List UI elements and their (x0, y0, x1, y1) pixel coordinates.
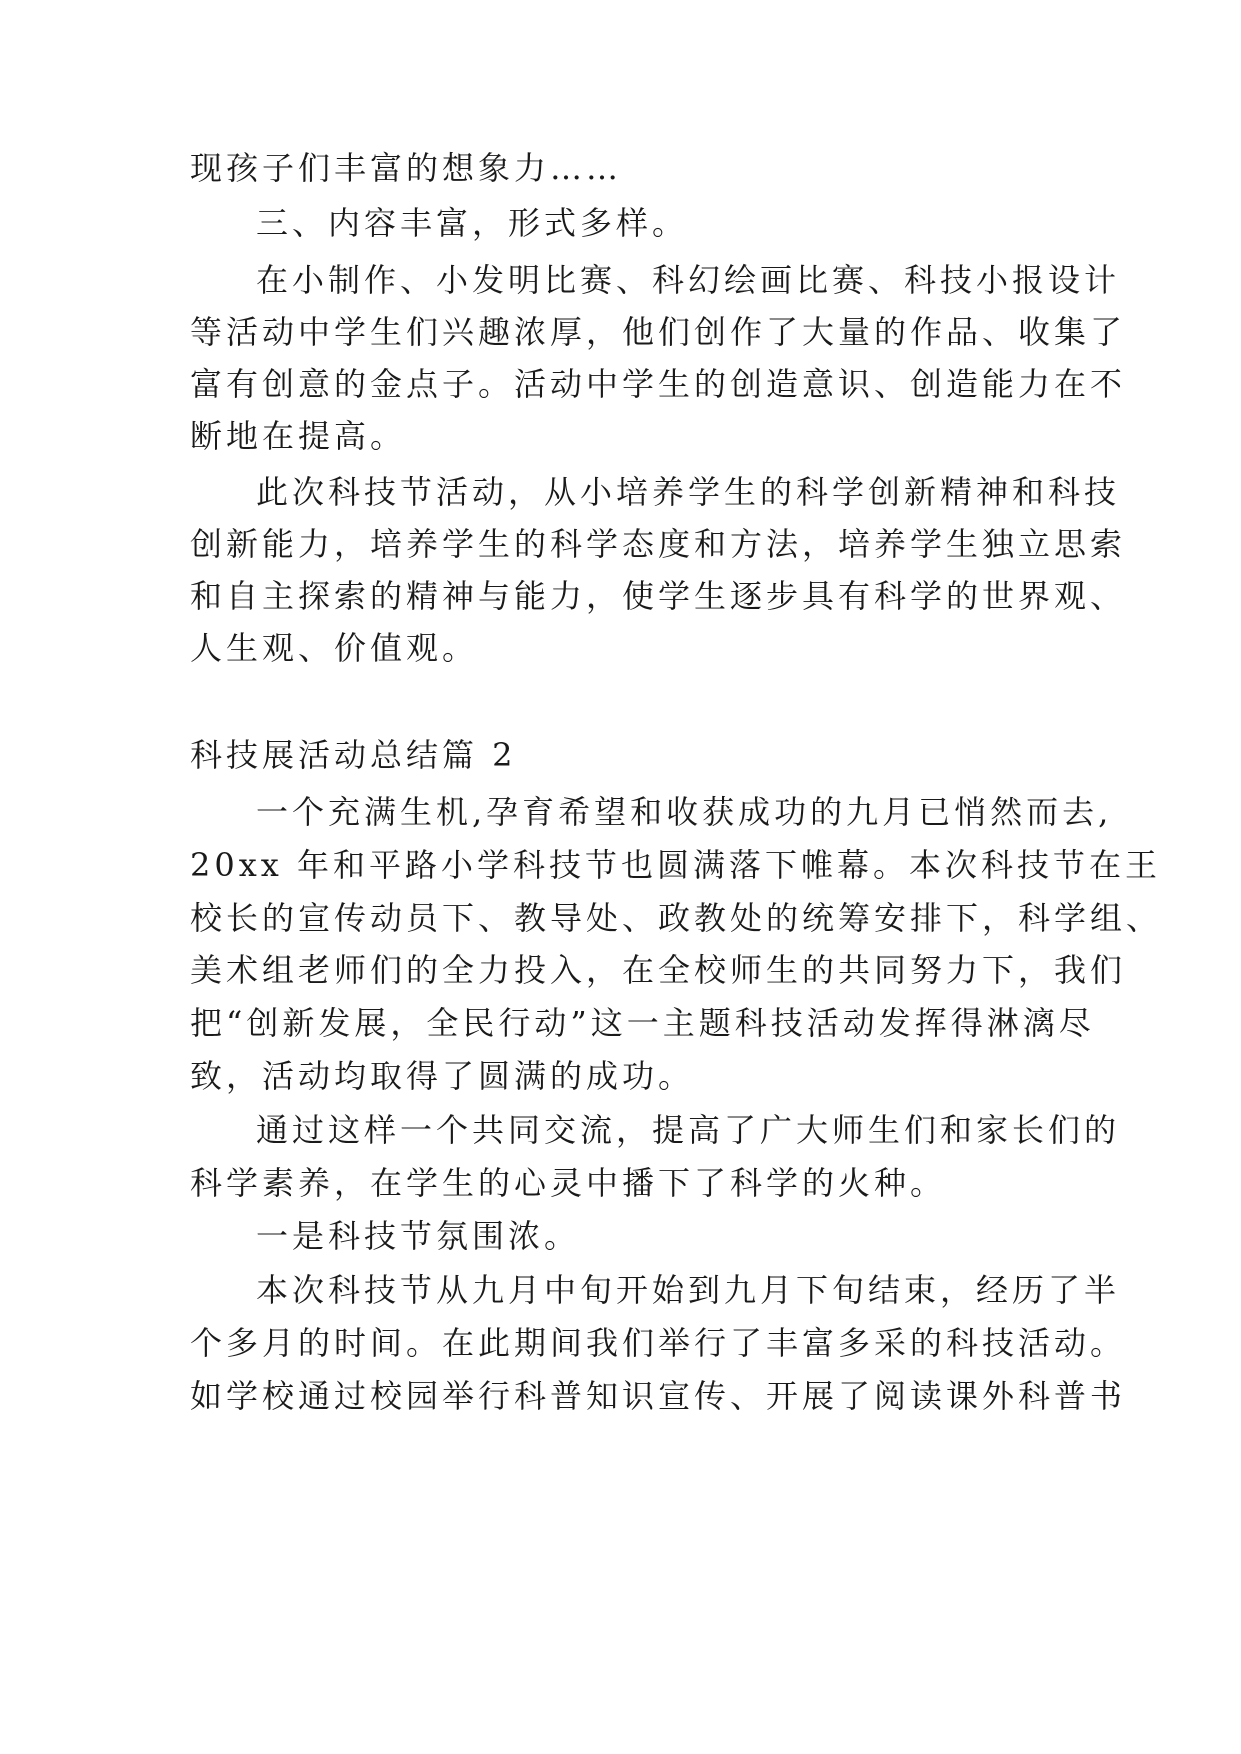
text-line: 美术组老师们的全力投入，在全校师生的共同努力下，我们 (190, 951, 1127, 989)
text-line: 如学校通过校园举行科普知识宣传、开展了阅读课外科普书 (190, 1377, 1127, 1415)
text-line: 断地在提高。 (190, 417, 407, 455)
text-line: 创新能力，培养学生的科学态度和方法，培养学生独立思索 (190, 525, 1127, 563)
text-line: 本次科技节从九月中旬开始到九月下旬结束，经历了半 (256, 1271, 1121, 1309)
text-line: 一个充满生机,孕育希望和收获成功的九月已悄然而去, (256, 793, 1113, 831)
text-line: 此次科技节活动，从小培养学生的科学创新精神和科技 (256, 473, 1121, 511)
text-line: 科学素养，在学生的心灵中播下了科学的火种。 (190, 1164, 947, 1202)
text-line: 把“创新发展，全民行动”这一主题科技活动发挥得淋漓尽 (190, 1004, 1095, 1042)
text-line: 在小制作、小发明比赛、科幻绘画比赛、科技小报设计 (256, 261, 1121, 299)
text-line: 等活动中学生们兴趣浓厚，他们创作了大量的作品、收集了 (190, 313, 1127, 351)
section-heading: 一是科技节氛围浓。 (256, 1217, 581, 1255)
article-title: 科技展活动总结篇 2 (190, 736, 517, 774)
text-line: 富有创意的金点子。活动中学生的创造意识、创造能力在不 (190, 365, 1127, 403)
text-line: 个多月的时间。在此期间我们举行了丰富多采的科技活动。 (190, 1324, 1127, 1362)
text-line: 和自主探索的精神与能力，使学生逐步具有科学的世界观、 (190, 577, 1127, 615)
text-line: 致，活动均取得了圆满的成功。 (190, 1057, 695, 1095)
text-line: 校长的宣传动员下、教导处、政教处的统筹安排下，科学组、 (190, 899, 1163, 937)
text-line: 人生观、价值观。 (190, 629, 479, 667)
text-line: 20xx 年和平路小学科技节也圆满落下帷幕。本次科技节在王 (190, 846, 1161, 884)
text-line: 现孩子们丰富的想象力…… (190, 149, 623, 187)
text-line: 通过这样一个共同交流，提高了广大师生们和家长们的 (256, 1111, 1121, 1149)
section-heading: 三、内容丰富，形式多样。 (256, 204, 689, 242)
